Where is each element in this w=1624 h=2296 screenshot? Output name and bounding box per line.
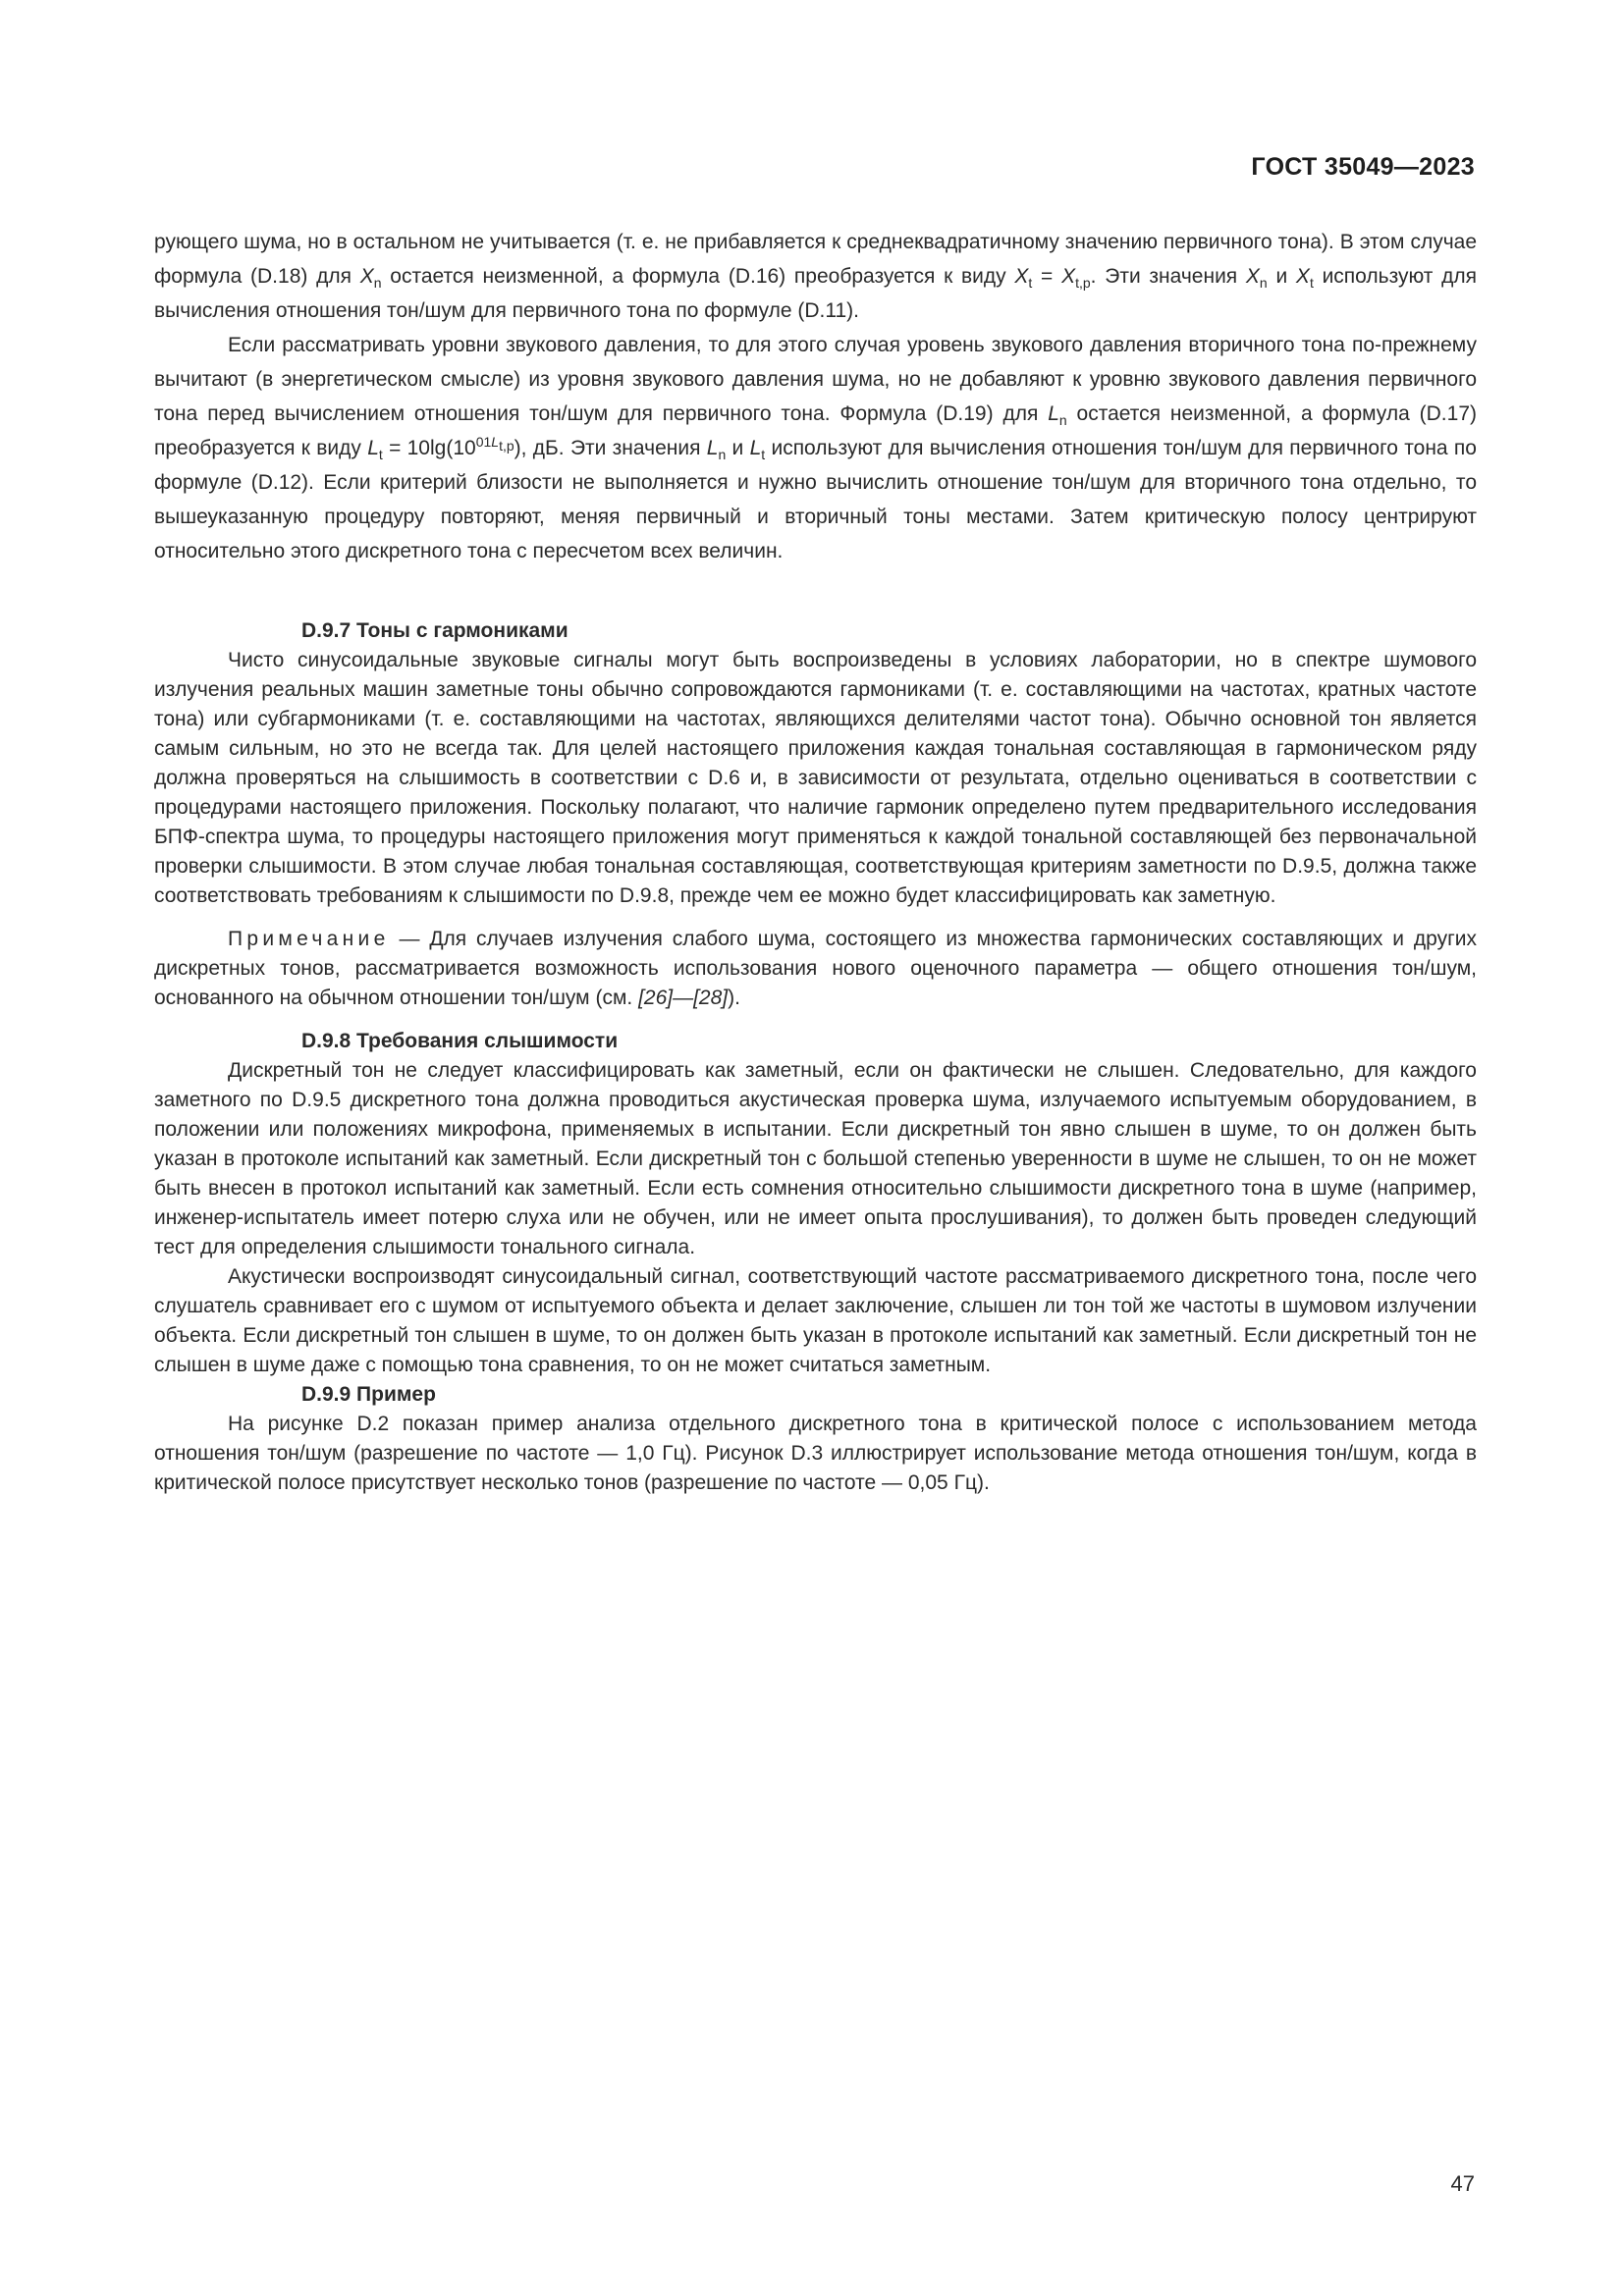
text-block-top bbox=[154, 225, 1477, 568]
paragraph-audibility-1: Дискретный тон не следует классифицировать как заметный, если он фактически не слышен. Следовательно, для каждого заметного по D.9.5 дискретного тона должна проводиться акустическая проверка шума, излучаемого испытуемым оборудованием, в положении или положениях микрофона, применяемых в испытании. Если дискретный тон явно слышен в шуме, то он должен быть указан в протоколе испытаний как заметный. Если дискретный тон с большой степенью уверенности в шуме не слышен, то он не может быть внесен в протокол испытаний как заметный. Если есть сомнения относительно слышимости дискретного тона в шуме (например, инженер-испытатель имеет потерю слуха или не обучен, или не имеет опыта прослушивания), то должен быть проведен следующий тест для определения слышимости тонального сигнала. bbox=[154, 1059, 1477, 1258]
section-heading-d97: D.9.7 Тоны с гармониками bbox=[301, 619, 568, 642]
page-number: 47 bbox=[1450, 2171, 1475, 2196]
paragraph-example: На рисунке D.2 показан пример анализа отдельного дискретного тона в критической полосе с использованием метода отношения тон/шум (разрешение по частоте — 1,0 Гц). Рисунок D.3 иллюстрирует использование метода отношения тон/шум, когда в критической полосе присутствует несколько тонов (разрешение по частоте — 0,05 Гц). bbox=[154, 1413, 1477, 1494]
paragraph-audibility-2: Акустически воспроизводят синусоидальный сигнал, соответствующий частоте рассматриваемого дискретного тона, после чего слушатель сравнивает его с шумом от испытуемого объекта и делает заключение, слышен ли тон той же частоты в шумовом излучении объекта. Если дискретный тон слышен в шуме, то он должен быть указан в протоколе испытаний как заметный. Если дискретный тон не слышен в шуме даже с помощью тона сравнения, то он не может считаться заметным. bbox=[154, 1265, 1477, 1376]
section-heading-d98: D.9.8 Требования слышимости bbox=[301, 1030, 619, 1052]
paragraph-continuation: рующего шума, но в остальном не учитывается (т. е. не прибавляется к среднеквадратичному значению первичного тона). В этом случае формула (D.18) для $X_n$ остается неизменной, а формула (D.16) преобразуется к виду $X_t = X_{t,p}$. Эти значения $X_n$ и $X_t$ используют для вычисления отношения тон/шум для первичного тона по формуле (D.11). bbox=[154, 231, 1477, 322]
note-label: Примечание bbox=[228, 928, 390, 950]
text-block-sections bbox=[154, 616, 1477, 1498]
section-heading-d99: D.9.9 Пример bbox=[301, 1383, 436, 1406]
paragraph-harmonics: Чисто синусоидальные звуковые сигналы могут быть воспроизведены в условиях лаборатории, но в спектре шумового излучения реальных машин заметные тоны обычно сопровождаются гармониками (т. е. составляющими на частотах, кратных частоте тона) или субгармониками (т. е. составляющими на частотах, являющихся делителями частот тона). Обычно основной тон является самым сильным, но это не всегда так. Для целей настоящего приложения каждая тональная составляющая в гармоническом ряду должна проверяться на слышимость в соответствии с D.6 и, в зависимости от результата, отдельно оцениваться в соответствии с процедурами настоящего приложения. Поскольку полагают, что наличие гармоник определено путем предварительного исследования БПФ-спектра шума, то процедуры настоящего приложения могут применяться к каждой тональной составляющей без первоначальной проверки слышимости. В этом случае любая тональная составляющая, соответствующая критериям заметности по D.9.5, должна также соответствовать требованиям к слышимости по D.9.8, прежде чем ее можно будет классифицировать как заметную. bbox=[154, 649, 1477, 907]
document-code: ГОСТ 35049—2023 bbox=[1251, 153, 1475, 181]
note-paragraph: Примечание — Для случаев излучения слабого шума, состоящего из множества гармонических составляющих и других дискретных тонов, рассматривается возможность использования нового оценочного параметра — общего отношения тон/шум, основанного на обычном отношении тон/шум (см. [26]—[28]). bbox=[154, 928, 1477, 1009]
paragraph-sound-pressure: Если рассматривать уровни звукового давления, то для этого случая уровень звукового давления вторичного тона по-прежнему вычитают (в энергетическом смысле) из уровня звукового давления шума, но не добавляют к уровню звукового давления первичного тона перед вычислением отношения тон/шум для первичного тона. Формула (D.19) для $L_n$ остается неизменной, а формула (D.17) преобразуется к виду $L_t = 10\lg(10^{01L_{t,p}})$, дБ. Эти значения $L_n$ и $L_t$ используют для вычисления отношения тон/шум для первичного тона по формуле (D.12). Если критерий близости не выполняется и нужно вычислить отношение тон/шум для вторичного тона отдельно, то вышеуказанную процедуру повторяют, меняя первичный и вторичный тоны местами. Затем критическую полосу центрируют относительно этого дискретного тона с пересчетом всех величин. bbox=[154, 334, 1477, 562]
reference-link: [26]—[28] bbox=[638, 987, 729, 1009]
